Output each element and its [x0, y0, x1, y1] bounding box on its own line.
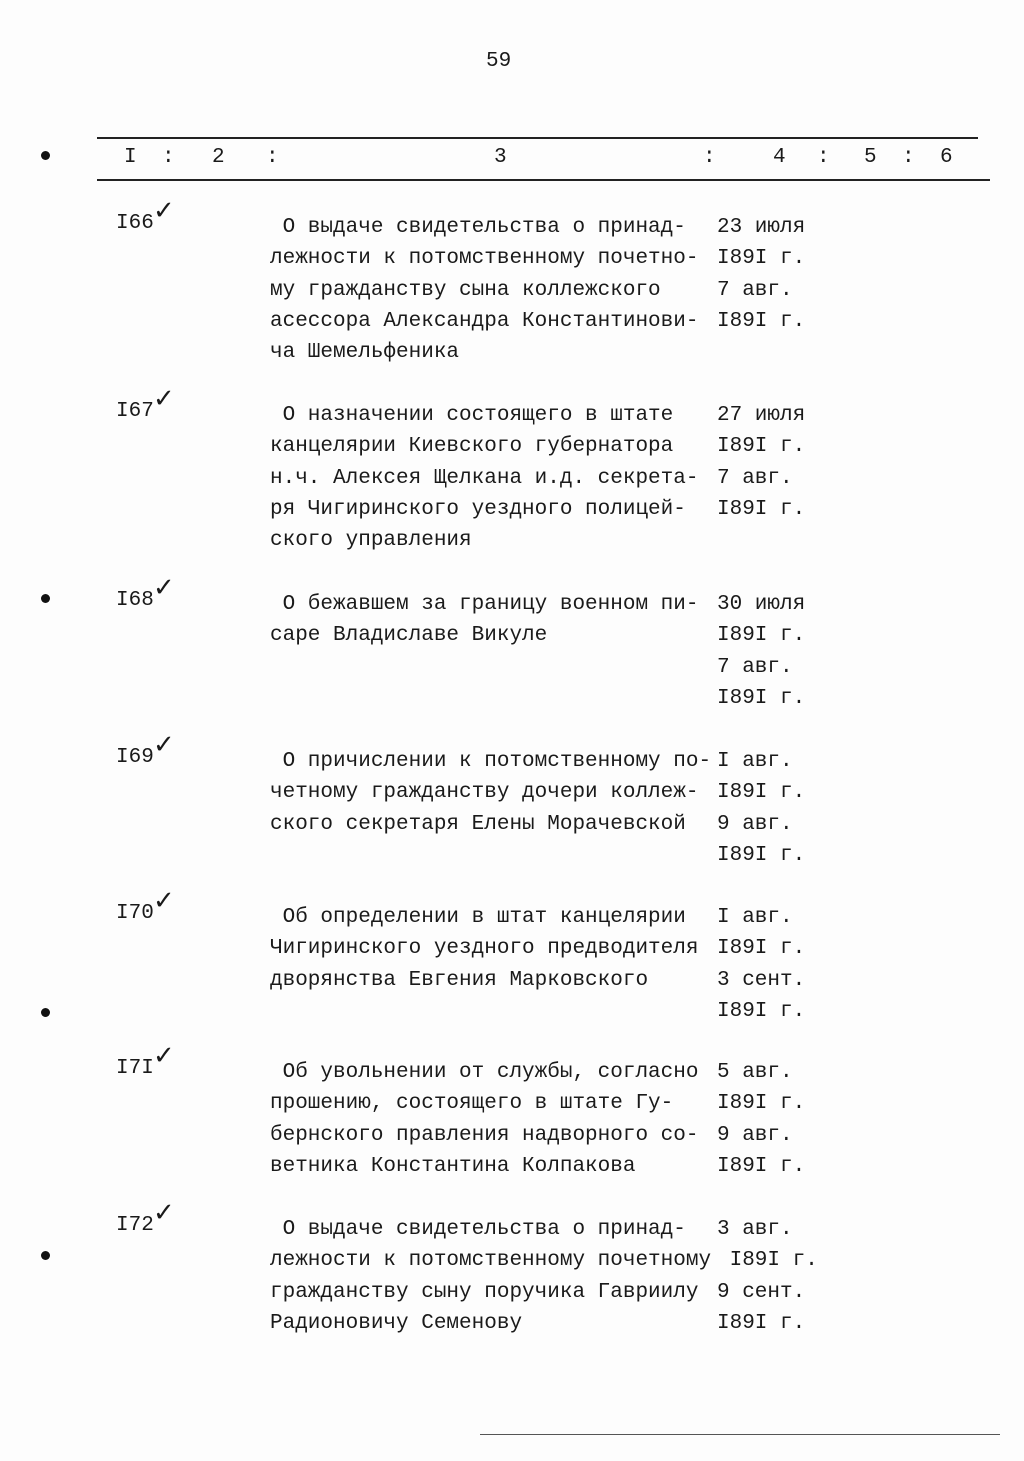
entry-title-line: н.ч. Алексея Щелкана и.д. секрета- — [270, 466, 699, 490]
entry-title-line: саре Владиславе Викуле — [270, 624, 548, 648]
entry-title-line: О назначении состоящего в штате — [270, 404, 674, 427]
header-top-rule — [97, 137, 978, 139]
column-separator: : — [703, 146, 716, 169]
entry-title-line: Об увольнении от службы, согласно — [270, 1061, 699, 1084]
entry-title — [270, 746, 711, 840]
column-separator: : — [266, 146, 279, 169]
entry-title — [270, 589, 698, 652]
checkmark-icon: ✓ — [153, 384, 175, 414]
entry-title-line: ря Чигиринского уездного полицей- — [270, 497, 686, 521]
column-separator: : — [817, 146, 830, 169]
column-header-3: 3 — [494, 146, 507, 169]
entry-date-line: I89I г. — [717, 435, 806, 459]
entry-title-line: О выдаче свидетельства о принад- — [270, 1218, 686, 1241]
checkmark-icon: ✓ — [153, 196, 175, 226]
entry-title-line: дворянства Евгения Марковского — [270, 968, 649, 992]
entry-dates — [717, 400, 805, 525]
header-bottom-rule — [97, 179, 990, 181]
entry-date-line: I89I г. — [717, 999, 806, 1023]
entry-title-line: Чигиринского уездного предводителя — [270, 937, 699, 961]
entry-title — [270, 1214, 711, 1339]
entry-date-line: I авг. — [717, 750, 793, 773]
entry-title — [270, 212, 698, 368]
entry-date-line: 9 авг. — [717, 1123, 793, 1147]
entry-title-line: ча Шемельфеника — [270, 341, 460, 365]
entry-title-line: лежности к потомственному почетно- — [270, 247, 699, 271]
entry-title — [270, 902, 698, 996]
entry-date-line: I89I г. — [717, 1249, 818, 1273]
entry-title — [270, 400, 698, 556]
entry-date-line: 27 июля — [717, 404, 806, 427]
entry-title-line: О причислении к потомственному по- — [270, 750, 712, 773]
entry-dates — [717, 589, 805, 714]
entry-title-line: четному гражданству дочери коллеж- — [270, 781, 699, 805]
entry-dates — [717, 746, 805, 871]
entry-title-line: ветника Константина Колпакова — [270, 1154, 636, 1178]
entry-date-line: 7 авг. — [717, 466, 793, 490]
entry-title-line: ского управления — [270, 529, 472, 553]
entry-number: I68 — [116, 589, 154, 612]
entry-dates — [717, 902, 805, 1027]
column-header-5: 5 — [864, 146, 877, 169]
checkmark-icon: ✓ — [153, 730, 175, 760]
entry-date-line: 7 авг. — [717, 278, 793, 302]
entry-date-line: I89I г. — [717, 247, 806, 271]
entry-number: I67 — [116, 400, 154, 423]
entry-title-line: лежности к потомственному почетному — [270, 1249, 712, 1273]
entry-title-line: канцелярии Киевского губернатора — [270, 435, 674, 459]
checkmark-icon: ✓ — [153, 886, 175, 916]
entry-date-line: 9 сент. — [717, 1280, 806, 1304]
entry-date-line: I89I г. — [717, 781, 806, 805]
entry-date-line: 9 авг. — [717, 812, 793, 836]
column-separator: : — [902, 146, 915, 169]
entry-title-line: му гражданству сына коллежского — [270, 278, 661, 302]
checkmark-icon: ✓ — [153, 1041, 175, 1071]
entry-date-line: I авг. — [717, 906, 793, 929]
checkmark-icon: ✓ — [153, 573, 175, 603]
entry-date-line: 5 авг. — [717, 1061, 793, 1084]
entry-date-line: 23 июля — [717, 216, 806, 239]
entry-dates — [717, 1214, 818, 1339]
entry-number: I72 — [116, 1214, 154, 1237]
entry-title-line: Об определении в штат канцелярии — [270, 906, 686, 929]
column-separator: : — [162, 146, 175, 169]
entry-date-line: I89I г. — [717, 1092, 806, 1116]
punch-hole-mark — [41, 1008, 50, 1017]
entry-date-line: 3 сент. — [717, 968, 806, 992]
entry-date-line: I89I г. — [717, 1154, 806, 1178]
entry-number: I69 — [116, 746, 154, 769]
entry-date-line: I89I г. — [717, 937, 806, 961]
entry-date-line: 3 авг. — [717, 1218, 793, 1241]
entry-dates — [717, 212, 805, 337]
entry-title — [270, 1057, 698, 1182]
entry-date-line: I89I г. — [717, 843, 806, 867]
entry-number: I66 — [116, 212, 154, 235]
entry-date-line: I89I г. — [717, 686, 806, 710]
entry-number: I7I — [116, 1057, 154, 1080]
checkmark-icon: ✓ — [153, 1198, 175, 1228]
column-header-6: 6 — [940, 146, 953, 169]
entry-title-line: ского секретаря Елены Морачевской — [270, 812, 686, 836]
entry-title-line: Радионовичу Семенову — [270, 1311, 523, 1335]
entry-dates — [717, 1057, 805, 1182]
punch-hole-mark — [41, 594, 50, 603]
entry-title-line: О бежавшем за границу военном пи- — [270, 593, 699, 616]
entry-date-line: I89I г. — [717, 1311, 806, 1335]
punch-hole-mark — [41, 1251, 50, 1260]
entry-title-line: асессора Александра Константинови- — [270, 309, 699, 333]
entry-title-line: гражданству сыну поручика Гавриилу — [270, 1280, 699, 1304]
column-header-1: I — [124, 146, 137, 169]
entry-date-line: I89I г. — [717, 309, 806, 333]
entry-title-line: бернского правления надворного со- — [270, 1123, 699, 1147]
entry-date-line: 30 июля — [717, 593, 806, 616]
entry-title-line: О выдаче свидетельства о принад- — [270, 216, 686, 239]
page-number: 59 — [486, 50, 512, 73]
entry-date-line: I89I г. — [717, 624, 806, 648]
entry-date-line: I89I г. — [717, 497, 806, 521]
column-header-2: 2 — [212, 146, 225, 169]
bottom-rule — [480, 1434, 1000, 1435]
entry-date-line: 7 авг. — [717, 655, 793, 679]
entry-number: I70 — [116, 902, 154, 925]
column-header-4: 4 — [773, 146, 786, 169]
entry-title-line: прошению, состоящего в штате Гу- — [270, 1092, 674, 1116]
punch-hole-mark — [41, 151, 50, 160]
